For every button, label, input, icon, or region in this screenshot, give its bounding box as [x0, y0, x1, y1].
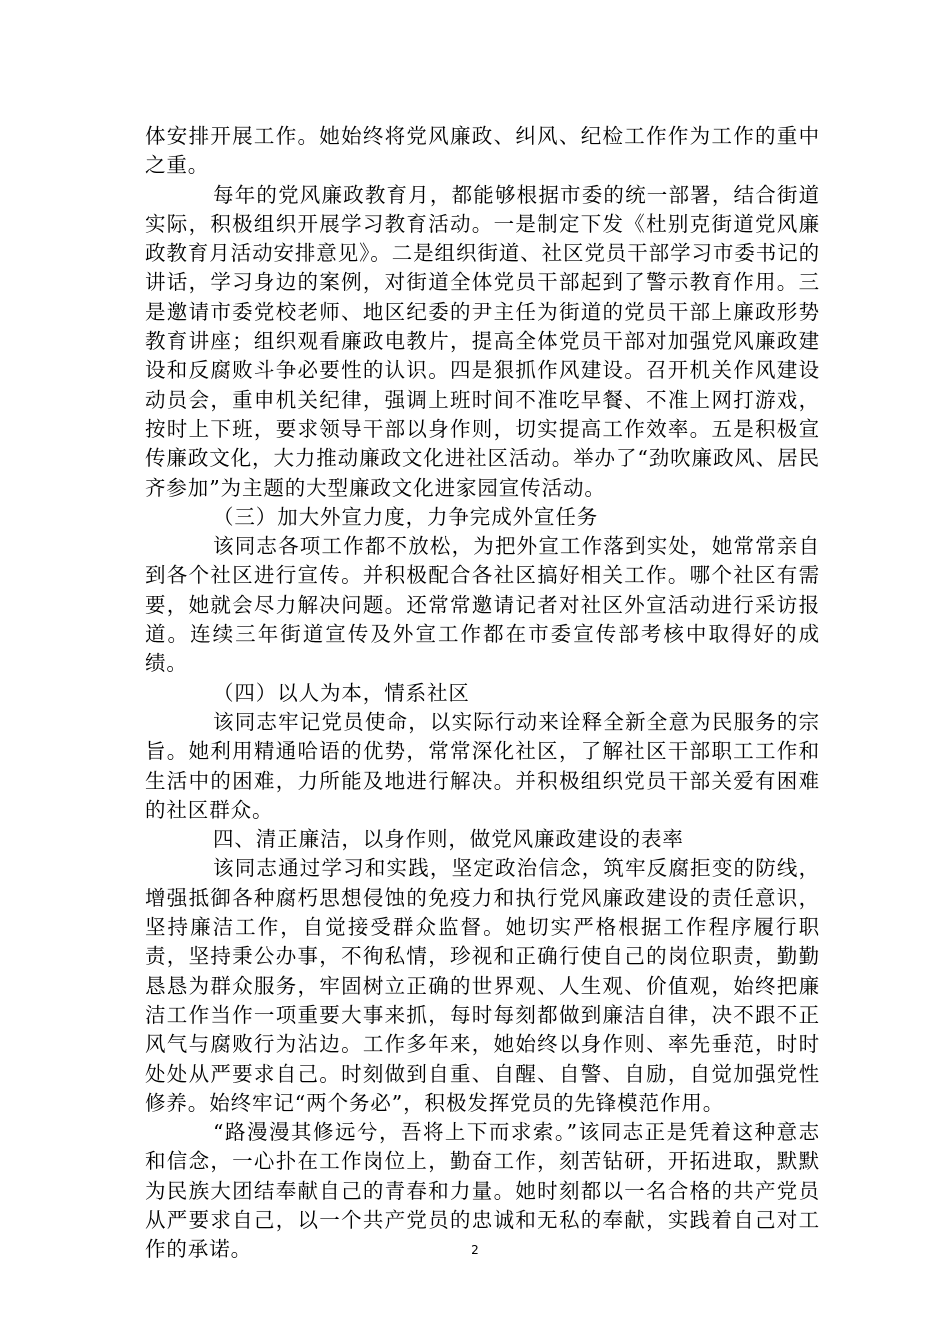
- paragraph-education-month: 每年的党风廉政教育月，都能够根据市委的统一部署，结合街道实际，积极组织开展学习教育活动。一是制定下发《杜别克街道党风廉政教育月活动安排意见》。二是组织街道、社区党员干部学习市委书记的讲话，学习身边的案例，对街道全体党员干部起到了警示教育作用。三是邀请市委党校老师、地区纪委的尹主任为街道的党员干部上廉政形势教育讲座；组织观看廉政电教片，提高全体党员干部对加强党风廉政建设和反腐败斗争必要性的认识。四是狠抓作风建设。召开机关作风建设动员会，重申机关纪律，强调上班时间不准吃早餐、不准上网打游戏，按时上下班，要求领导干部以身作则，切实提高工作效率。五是积极宣传廉政文化，大力推动廉政文化进社区活动。举办了“劲吹廉政风、居民齐参加”为主题的大型廉政文化进家园宣传活动。: [145, 182, 820, 500]
- subheading-community: （四）以人为本，情系社区: [213, 680, 470, 705]
- paragraph-integrity: 该同志通过学习和实践，坚定政治信念，筑牢反腐拒变的防线，增强抵御各种腐朽思想侵蚀的免疫力和执行党风廉政建设的责任意识，坚持廉洁工作，自觉接受群众监督。她切实严格根据工作程序履行职责，坚持秉公办事，不徇私情，珍视和正确行使自己的岗位职责，勤勤恳恳为群众服务，牢固树立正确的世界观、人生观、价值观，始终把廉洁工作当作一项重要大事来抓，每时每刻都做到廉洁自律，决不跟不正风气与腐败行为沾边。工作多年来，她始终以身作则、率先垂范，时时处处从严要求自己。时刻做到自重、自醒、自警、自励，自觉加强党性修养。始终牢记“两个务必”，积极发挥党员的先锋模范作用。: [145, 856, 820, 1115]
- section-heading-integrity: 四、清正廉洁，以身作则，做党风廉政建设的表率: [213, 827, 684, 852]
- paragraph-community: 该同志牢记党员使命，以实际行动来诠释全新全意为民服务的宗旨。她利用精通哈语的优势，常常深化社区，了解社区干部职工工作和生活中的困难，力所能及地进行解决。并积极组织党员干部关爱有困难的社区群众。: [145, 709, 820, 822]
- page-number: 2: [471, 1243, 479, 1257]
- paragraph-closing: “路漫漫其修远兮，吾将上下而求索。”该同志正是凭着这种意志和信念，一心扑在工作岗位上，勤奋工作，刻苦钻研，开拓进取，默默为民族大团结奉献自己的青春和力量。她时刻都以一名合格的共产党员从严要求自己，以一个共产党员的忠诚和无私的奉献，实践着自己对工作的承诺。: [145, 1120, 820, 1262]
- paragraph-continuation: 体安排开展工作。她始终将党风廉政、纠风、纪检工作作为工作的重中之重。: [145, 124, 820, 178]
- subheading-outreach: （三）加大外宣力度，力争完成外宣任务: [213, 504, 599, 529]
- paragraph-outreach: 该同志各项工作都不放松，为把外宣工作落到实处，她常常亲自到各个社区进行宣传。并积极配合各社区搞好相关工作。哪个社区有需要，她就会尽力解决问题。还常常邀请记者对社区外宣活动进行采访报道。连续三年街道宣传及外宣工作都在市委宣传部考核中取得好的成绩。: [145, 534, 820, 676]
- document-body: [145, 122, 820, 1265]
